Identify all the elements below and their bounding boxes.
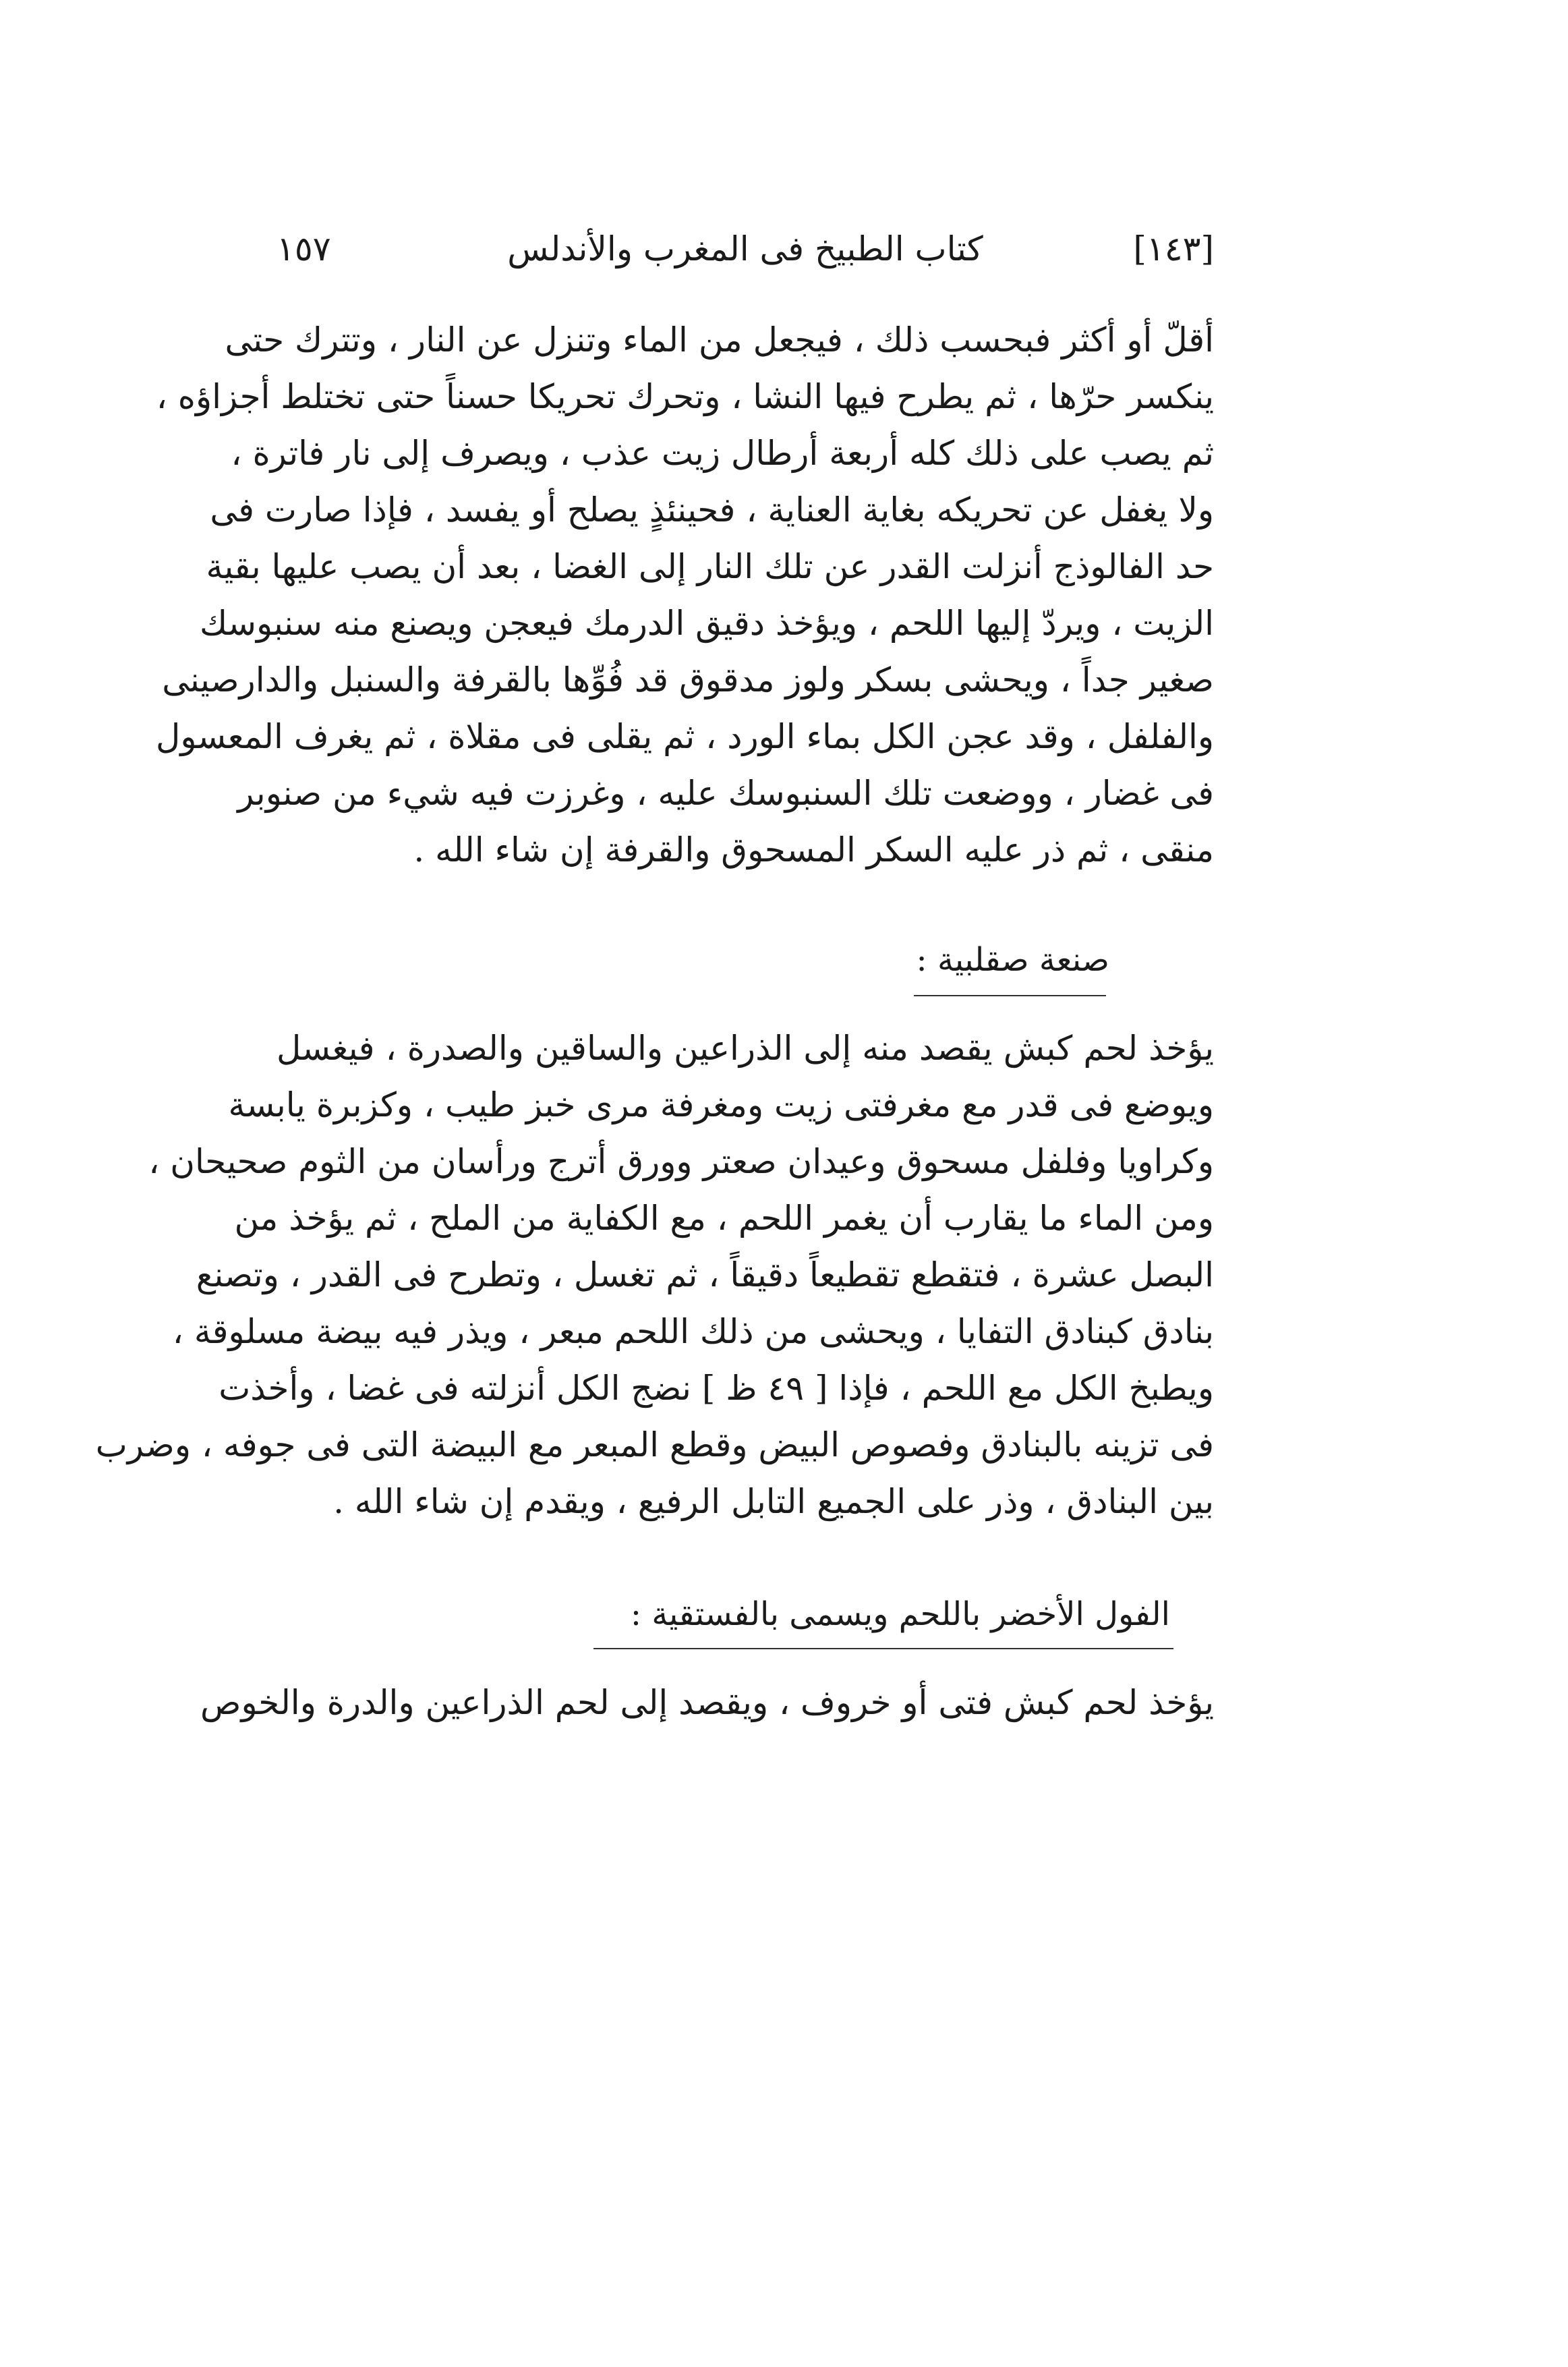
text-line: البصل عشرة ، فتقطع تقطيعاً دقيقاً ، ثم تغسل ، وتطرح فى القدر ، وتصنع bbox=[196, 1255, 1214, 1294]
text-line: منقى ، ثم ذر عليه السكر المسحوق والقرفة إن شاء الله . bbox=[413, 830, 1214, 869]
text-line: يؤخذ لحم كبش يقصد منه إلى الذراعين والساقين والصدرة ، فيغسل bbox=[277, 1029, 1214, 1068]
text-line: ينكسر حرّها ، ثم يطرح فيها النشا ، وتحرك تحريكا حسناً حتى تختلط أجزاؤه ، bbox=[156, 377, 1214, 416]
text-line: صغير جداً ، ويحشى بسكر ولوز مدقوق قد فُوِّها بالقرفة والسنبل والدارصينى bbox=[162, 660, 1214, 700]
paragraph-1 bbox=[156, 320, 1214, 914]
heading-underline bbox=[914, 995, 1106, 996]
section-heading-sicilian: صنعة صقلبية : bbox=[916, 941, 1109, 979]
text-line: فى تزينه بالبنادق وفصوص البيض وقطع المبعر مع البيضة التى فى جوفه ، وضرب bbox=[95, 1425, 1214, 1464]
text-line: حد الفالوذج أنزلت القدر عن تلك النار إلى الغضا ، بعد أن يصب عليها بقية bbox=[206, 547, 1214, 586]
text-line: بين البنادق ، وذر على الجميع التابل الرفيع ، ويقدم إن شاء الله . bbox=[333, 1482, 1214, 1521]
text-line: ويطبخ الكل مع اللحم ، فإذا [ ٤٩ ظ ] نضج الكل أنزلته فى غضا ، وأخذت bbox=[219, 1369, 1214, 1408]
text-line: بنادق كبنادق التفايا ، ويحشى من ذلك اللحم مبعر ، ويذر فيه بيضة مسلوقة ، bbox=[172, 1312, 1214, 1351]
text-line: ويوضع فى قدر مع مغرفتى زيت ومغرفة مرى خبز طيب ، وكزبرة يابسة bbox=[228, 1085, 1214, 1124]
text-line: وكراويا وفلفل مسحوق وعيدان صعتر وورق أترج ورأسان من الثوم صحيحان ، bbox=[148, 1142, 1214, 1181]
text-line: فى غضار ، ووضعت تلك السنبوسك عليه ، وغرزت فيه شيء من صنوبر bbox=[237, 774, 1214, 813]
text-line: أقلّ أو أكثر فبحسب ذلك ، فيجعل من الماء وتنزل عن النار ، وتترك حتى bbox=[225, 320, 1214, 360]
running-title: كتاب الطبيخ فى المغرب والأندلس bbox=[507, 229, 983, 268]
paragraph-2 bbox=[95, 1029, 1214, 1568]
section-heading-green-beans: الفول الأخضر باللحم ويسمى بالفستقية : bbox=[630, 1595, 1170, 1633]
text-line: ومن الماء ما يقارب أن يغمر اللحم ، مع الكفاية من الملح ، ثم يؤخذ من bbox=[234, 1199, 1214, 1238]
page-number: ١٥٧ bbox=[277, 229, 331, 268]
text-line: الزيت ، ويردّ إليها اللحم ، ويؤخذ دقيق الدرمك فيعجن ويصنع منه سنبوسك bbox=[200, 604, 1214, 643]
text-line: ولا يغفل عن تحريكه بغاية العناية ، فحينئذٍ يصلح أو يفسد ، فإذا صارت فى bbox=[210, 490, 1214, 530]
heading-underline bbox=[593, 1648, 1173, 1649]
page-header bbox=[277, 229, 1214, 290]
text-line: يؤخذ لحم كبش فتى أو خروف ، ويقصد إلى لحم الذراعين والدرة والخوص bbox=[200, 1683, 1214, 1722]
text-line: والفلفل ، وقد عجن الكل بماء الورد ، ثم يقلى فى مقلاة ، ثم يغرف المعسول bbox=[156, 717, 1214, 756]
paragraph-3 bbox=[200, 1683, 1214, 1744]
manuscript-folio-number: [١٤٣] bbox=[1133, 229, 1214, 268]
text-line: ثم يصب على ذلك كله أربعة أرطال زيت عذب ، ويصرف إلى نار فاترة ، bbox=[231, 434, 1214, 473]
